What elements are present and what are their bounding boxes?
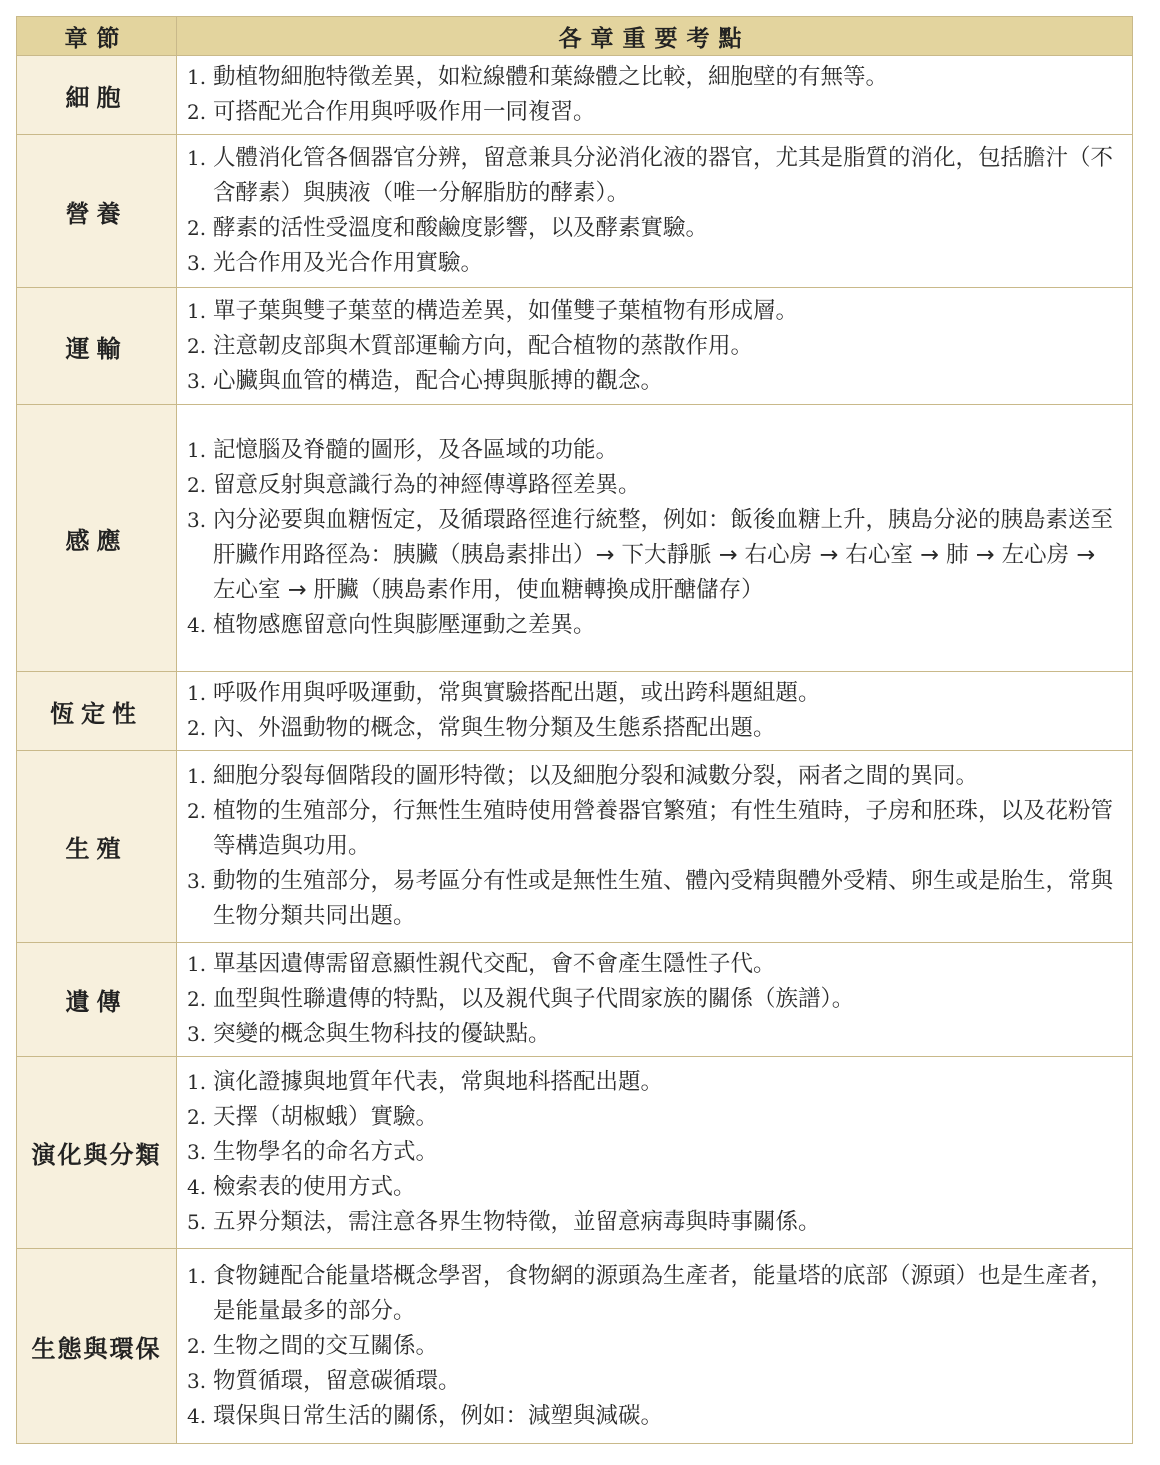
key-point xyxy=(187,329,1124,364)
key-point-number: 1. xyxy=(187,298,207,323)
key-point xyxy=(187,1259,1124,1329)
key-point-text: 單基因遺傳需留意顯性親代交配，會不會產生隱性子代。 xyxy=(213,951,776,977)
key-point xyxy=(187,1017,1124,1052)
points-cell xyxy=(177,751,1133,943)
key-point-number: 5. xyxy=(187,1210,207,1234)
chapter-cell: 運輸 xyxy=(17,288,177,405)
chapter-column-header: 章節 xyxy=(17,17,177,56)
key-point xyxy=(187,759,1124,794)
key-point-text: 注意韌皮部與木質部運輸方向，配合植物的蒸散作用。 xyxy=(213,332,754,359)
points-cell xyxy=(177,672,1133,751)
key-point-text: 留意反射與意識行為的神經傳導路徑差異。 xyxy=(213,472,641,498)
table-body xyxy=(17,56,1133,1444)
key-point xyxy=(187,1065,1124,1100)
table-row xyxy=(17,672,1133,751)
key-point-text: 檢索表的使用方式。 xyxy=(213,1174,416,1200)
key-point xyxy=(187,794,1124,864)
key-point xyxy=(187,468,1124,503)
chapter-cell: 演化與分類 xyxy=(17,1057,177,1249)
key-point-number: 4. xyxy=(187,1403,207,1428)
key-point-text: 血型與性聯遺傳的特點，以及親代與子代間家族的關係（族譜）。 xyxy=(213,986,855,1012)
points-cell xyxy=(177,1249,1133,1444)
key-point-number: 3. xyxy=(187,251,207,275)
table-row xyxy=(17,135,1133,288)
key-point-text: 酵素的活性受溫度和酸鹼度影響，以及酵素實驗。 xyxy=(213,215,709,241)
chapter-cell: 生態與環保 xyxy=(17,1249,177,1444)
key-point-number: 2. xyxy=(187,716,207,740)
key-point-text: 植物的生殖部分，行無性生殖時使用營養器官繁殖；有性生殖時，子房和胚珠，以及花粉管等構造與功用。 xyxy=(213,798,1114,859)
key-point-number: 2. xyxy=(187,1105,207,1129)
points-cell xyxy=(177,135,1133,288)
header-row xyxy=(17,17,1133,56)
table-row xyxy=(17,1249,1133,1444)
key-point-text: 植物感應留意向性與膨壓運動之差異。 xyxy=(213,612,596,638)
key-point-text: 天擇（胡椒蛾）實驗。 xyxy=(213,1104,439,1130)
key-point xyxy=(187,1135,1124,1170)
key-point xyxy=(187,246,1124,281)
key-point xyxy=(187,433,1124,468)
key-point-number: 3. xyxy=(187,1368,207,1393)
table-row xyxy=(17,405,1133,672)
key-point-text: 食物鏈配合能量塔概念學習，食物網的源頭為生產者，能量塔的底部（源頭）也是生產者，是能量最多的部分。 xyxy=(213,1262,1114,1324)
key-point xyxy=(187,211,1124,246)
chapter-cell: 生殖 xyxy=(17,751,177,943)
key-point-text: 內、外溫動物的概念，常與生物分類及生態系搭配出題。 xyxy=(213,715,776,741)
key-point-text: 記憶腦及脊髓的圖形，及各區域的功能。 xyxy=(213,437,619,463)
table-row xyxy=(17,943,1133,1057)
key-point xyxy=(187,608,1124,643)
key-point-text: 內分泌要與血糖恆定，及循環路徑進行統整，例如：飯後血糖上升，胰島分泌的胰島素送至肝臟作用路徑為：胰臟（胰島素排出）→ 下大靜脈 → 右心房 → 右心室 → 肺 → 左心房 → 左心室 → 肝臟（胰島素作用，使血糖轉換成肝醣儲存） xyxy=(213,507,1114,603)
key-point-text: 物質循環，留意碳循環。 xyxy=(213,1367,461,1394)
points-cell xyxy=(177,288,1133,405)
key-point-number: 1. xyxy=(187,1263,207,1288)
key-point-number: 1. xyxy=(187,1070,207,1094)
key-point-number: 2. xyxy=(187,473,207,497)
key-point-text: 生物之間的交互關係。 xyxy=(213,1332,439,1359)
key-point-text: 生物學名的命名方式。 xyxy=(213,1139,439,1165)
key-point xyxy=(187,982,1124,1017)
key-point-text: 動物的生殖部分，易考區分有性或是無性生殖、體內受精與體外受精、卵生或是胎生，常與生物分類共同出題。 xyxy=(213,868,1114,929)
key-point-number: 4. xyxy=(187,613,207,637)
key-point xyxy=(187,1399,1124,1434)
key-point xyxy=(187,676,1124,711)
points-cell xyxy=(177,1057,1133,1249)
points-cell xyxy=(177,405,1133,672)
table-row xyxy=(17,56,1133,135)
key-point-number: 1. xyxy=(187,952,207,976)
key-point-number: 2. xyxy=(187,799,207,823)
points-cell xyxy=(177,943,1133,1057)
key-point xyxy=(187,1100,1124,1135)
chapter-cell: 營養 xyxy=(17,135,177,288)
key-point xyxy=(187,1170,1124,1205)
key-point-text: 心臟與血管的構造，配合心搏與脈搏的觀念。 xyxy=(213,367,664,394)
key-point xyxy=(187,95,1124,130)
key-point-number: 3. xyxy=(187,368,207,393)
key-point xyxy=(187,294,1124,329)
chapter-cell: 恆定性 xyxy=(17,672,177,751)
exam-points-table xyxy=(16,16,1133,1444)
key-point-number: 1. xyxy=(187,146,207,170)
table-row xyxy=(17,288,1133,405)
key-point-number: 4. xyxy=(187,1175,207,1199)
chapter-cell: 感應 xyxy=(17,405,177,672)
key-point-text: 五界分類法，需注意各界生物特徵，並留意病毒與時事關係。 xyxy=(213,1209,821,1235)
key-point xyxy=(187,141,1124,211)
key-point-text: 突變的概念與生物科技的優缺點。 xyxy=(213,1021,551,1047)
points-cell xyxy=(177,56,1133,135)
key-point-number: 3. xyxy=(187,508,207,532)
key-point-text: 環保與日常生活的關係，例如：減塑與減碳。 xyxy=(213,1402,664,1429)
key-point-number: 1. xyxy=(187,681,207,705)
key-point-number: 2. xyxy=(187,987,207,1011)
key-point-number: 1. xyxy=(187,65,207,89)
key-point xyxy=(187,503,1124,608)
key-point-text: 可搭配光合作用與呼吸作用一同複習。 xyxy=(213,99,596,125)
key-point-number: 1. xyxy=(187,764,207,788)
key-point xyxy=(187,60,1124,95)
key-point xyxy=(187,364,1124,399)
key-point-number: 1. xyxy=(187,438,207,462)
key-point xyxy=(187,947,1124,982)
key-point-number: 3. xyxy=(187,869,207,893)
key-point-text: 光合作用及光合作用實驗。 xyxy=(213,250,484,276)
key-point xyxy=(187,1205,1124,1240)
key-point-text: 單子葉與雙子葉莖的構造差異，如僅雙子葉植物有形成層。 xyxy=(213,297,799,324)
key-point-text: 動植物細胞特徵差異，如粒線體和葉綠體之比較，細胞壁的有無等。 xyxy=(213,64,889,90)
key-point-number: 2. xyxy=(187,100,207,124)
key-point xyxy=(187,1364,1124,1399)
chapter-cell: 遺傳 xyxy=(17,943,177,1057)
table-row xyxy=(17,751,1133,943)
key-point-number: 2. xyxy=(187,216,207,240)
key-point-number: 3. xyxy=(187,1022,207,1046)
key-point-text: 人體消化管各個器官分辨，留意兼具分泌消化液的器官，尤其是脂質的消化，包括膽汁（不含酵素）與胰液（唯一分解脂肪的酵素）。 xyxy=(213,145,1114,206)
key-point-number: 2. xyxy=(187,1333,207,1358)
key-point-text: 細胞分裂每個階段的圖形特徵；以及細胞分裂和減數分裂，兩者之間的異同。 xyxy=(213,763,979,789)
key-point-text: 呼吸作用與呼吸運動，常與實驗搭配出題，或出跨科題組題。 xyxy=(213,680,821,706)
chapter-cell: 細胞 xyxy=(17,56,177,135)
points-column-header: 各章重要考點 xyxy=(177,17,1133,56)
table-row xyxy=(17,1057,1133,1249)
key-point-text: 演化證據與地質年代表，常與地科搭配出題。 xyxy=(213,1069,664,1095)
key-point xyxy=(187,864,1124,934)
key-point xyxy=(187,711,1124,746)
key-point-number: 2. xyxy=(187,333,207,358)
key-point-number: 3. xyxy=(187,1140,207,1164)
key-point xyxy=(187,1329,1124,1364)
